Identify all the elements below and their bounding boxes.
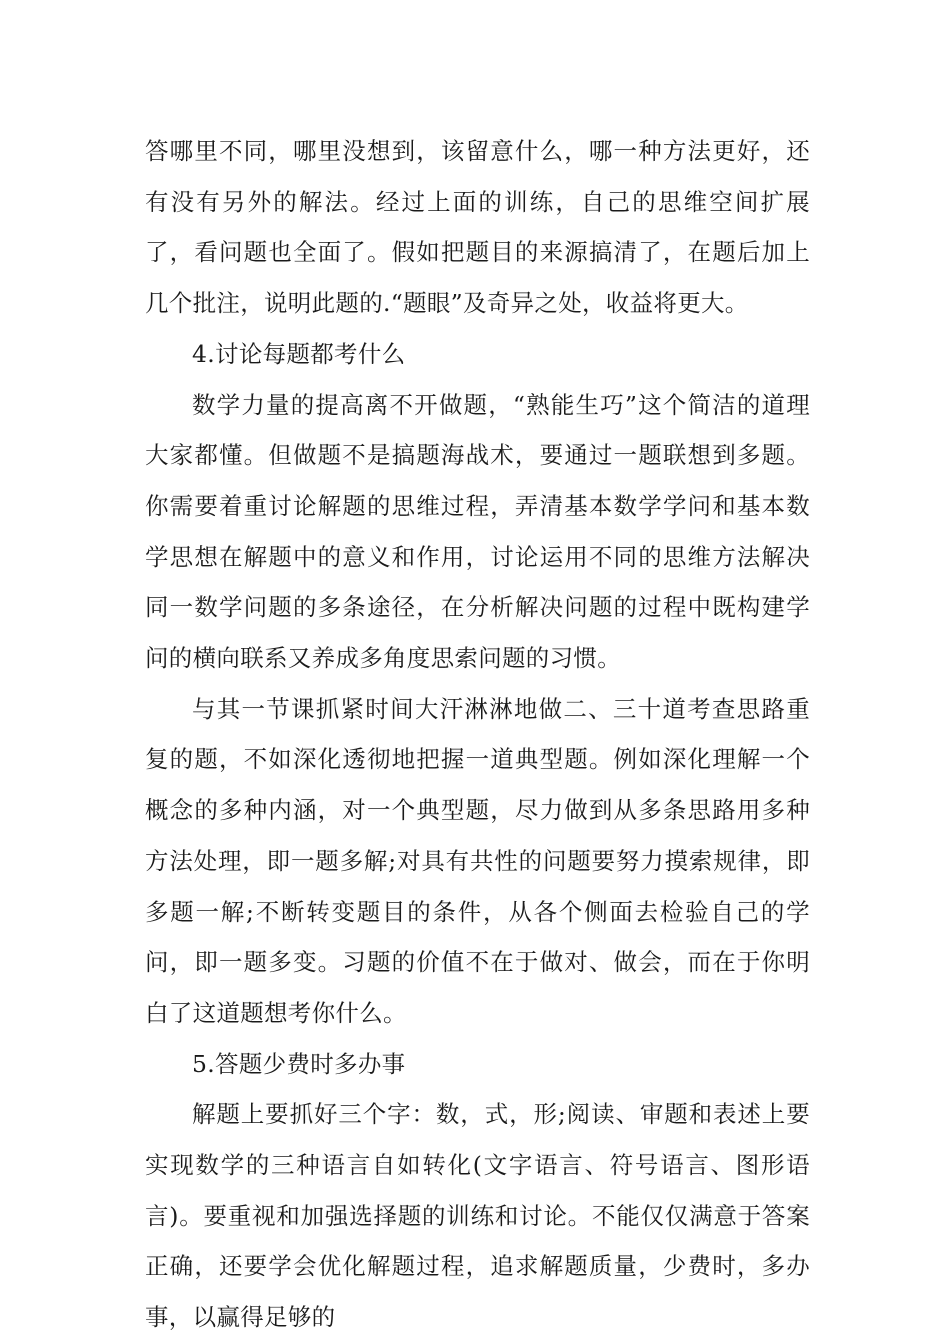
paragraph-continuation: 答哪里不同，哪里没想到，该留意什么，哪一种方法更好，还有没有另外的解法。经过上面的训练，自己的思维空间扩展了，看问题也全面了。假如把题目的来源搞清了，在题后加上几个批注，说明此题的.“题眼”及奇异之处，收益将更大。 xyxy=(145,137,810,318)
paragraph-problem-practice: 数学力量的提高离不开做题，“熟能生巧”这个简洁的道理大家都懂。但做题不是搞题海战术，要通过一题联想到多题。你需要着重讨论解题的思维过程，弄清基本数学学问和基本数学思想在解题中的意义和作用，讨论运用不同的思维方法解决同一数学问题的多条途径，在分析解决问题的过程中既构建学问的横向联系又养成多角度思索问题的习惯。 xyxy=(145,390,810,673)
paragraph-answer-efficiency: 解题上要抓好三个字：数，式，形;阅读、审题和表述上要实现数学的三种语言自如转化(文字语言、符号语言、图形语言)。要重视和加强选择题的训练和讨论。不能仅仅满意于答案正确，还要学会优化解题过程，追求解题质量，少费时，多办事，以赢得足够的 xyxy=(145,1100,810,1332)
paragraph-typical-problem: 与其一节课抓紧时间大汗淋淋地做二、三十道考查思路重复的题，不如深化透彻地把握一道典型题。例如深化理解一个概念的多种内涵，对一个典型题，尽力做到从多条思路用多种方法处理，即一题多解;对具有共性的问题要努力摸索规律，即多题一解;不断转变题目的条件，从各个侧面去检验自己的学问，即一题多变。习题的价值不在于做对、做会，而在于你明白了这道题想考你什么。 xyxy=(145,694,810,1027)
section-heading-4: 4.讨论每题都考什么 xyxy=(192,339,406,368)
section-heading-5: 5.答题少费时多办事 xyxy=(192,1049,406,1078)
document-body xyxy=(145,126,810,1343)
